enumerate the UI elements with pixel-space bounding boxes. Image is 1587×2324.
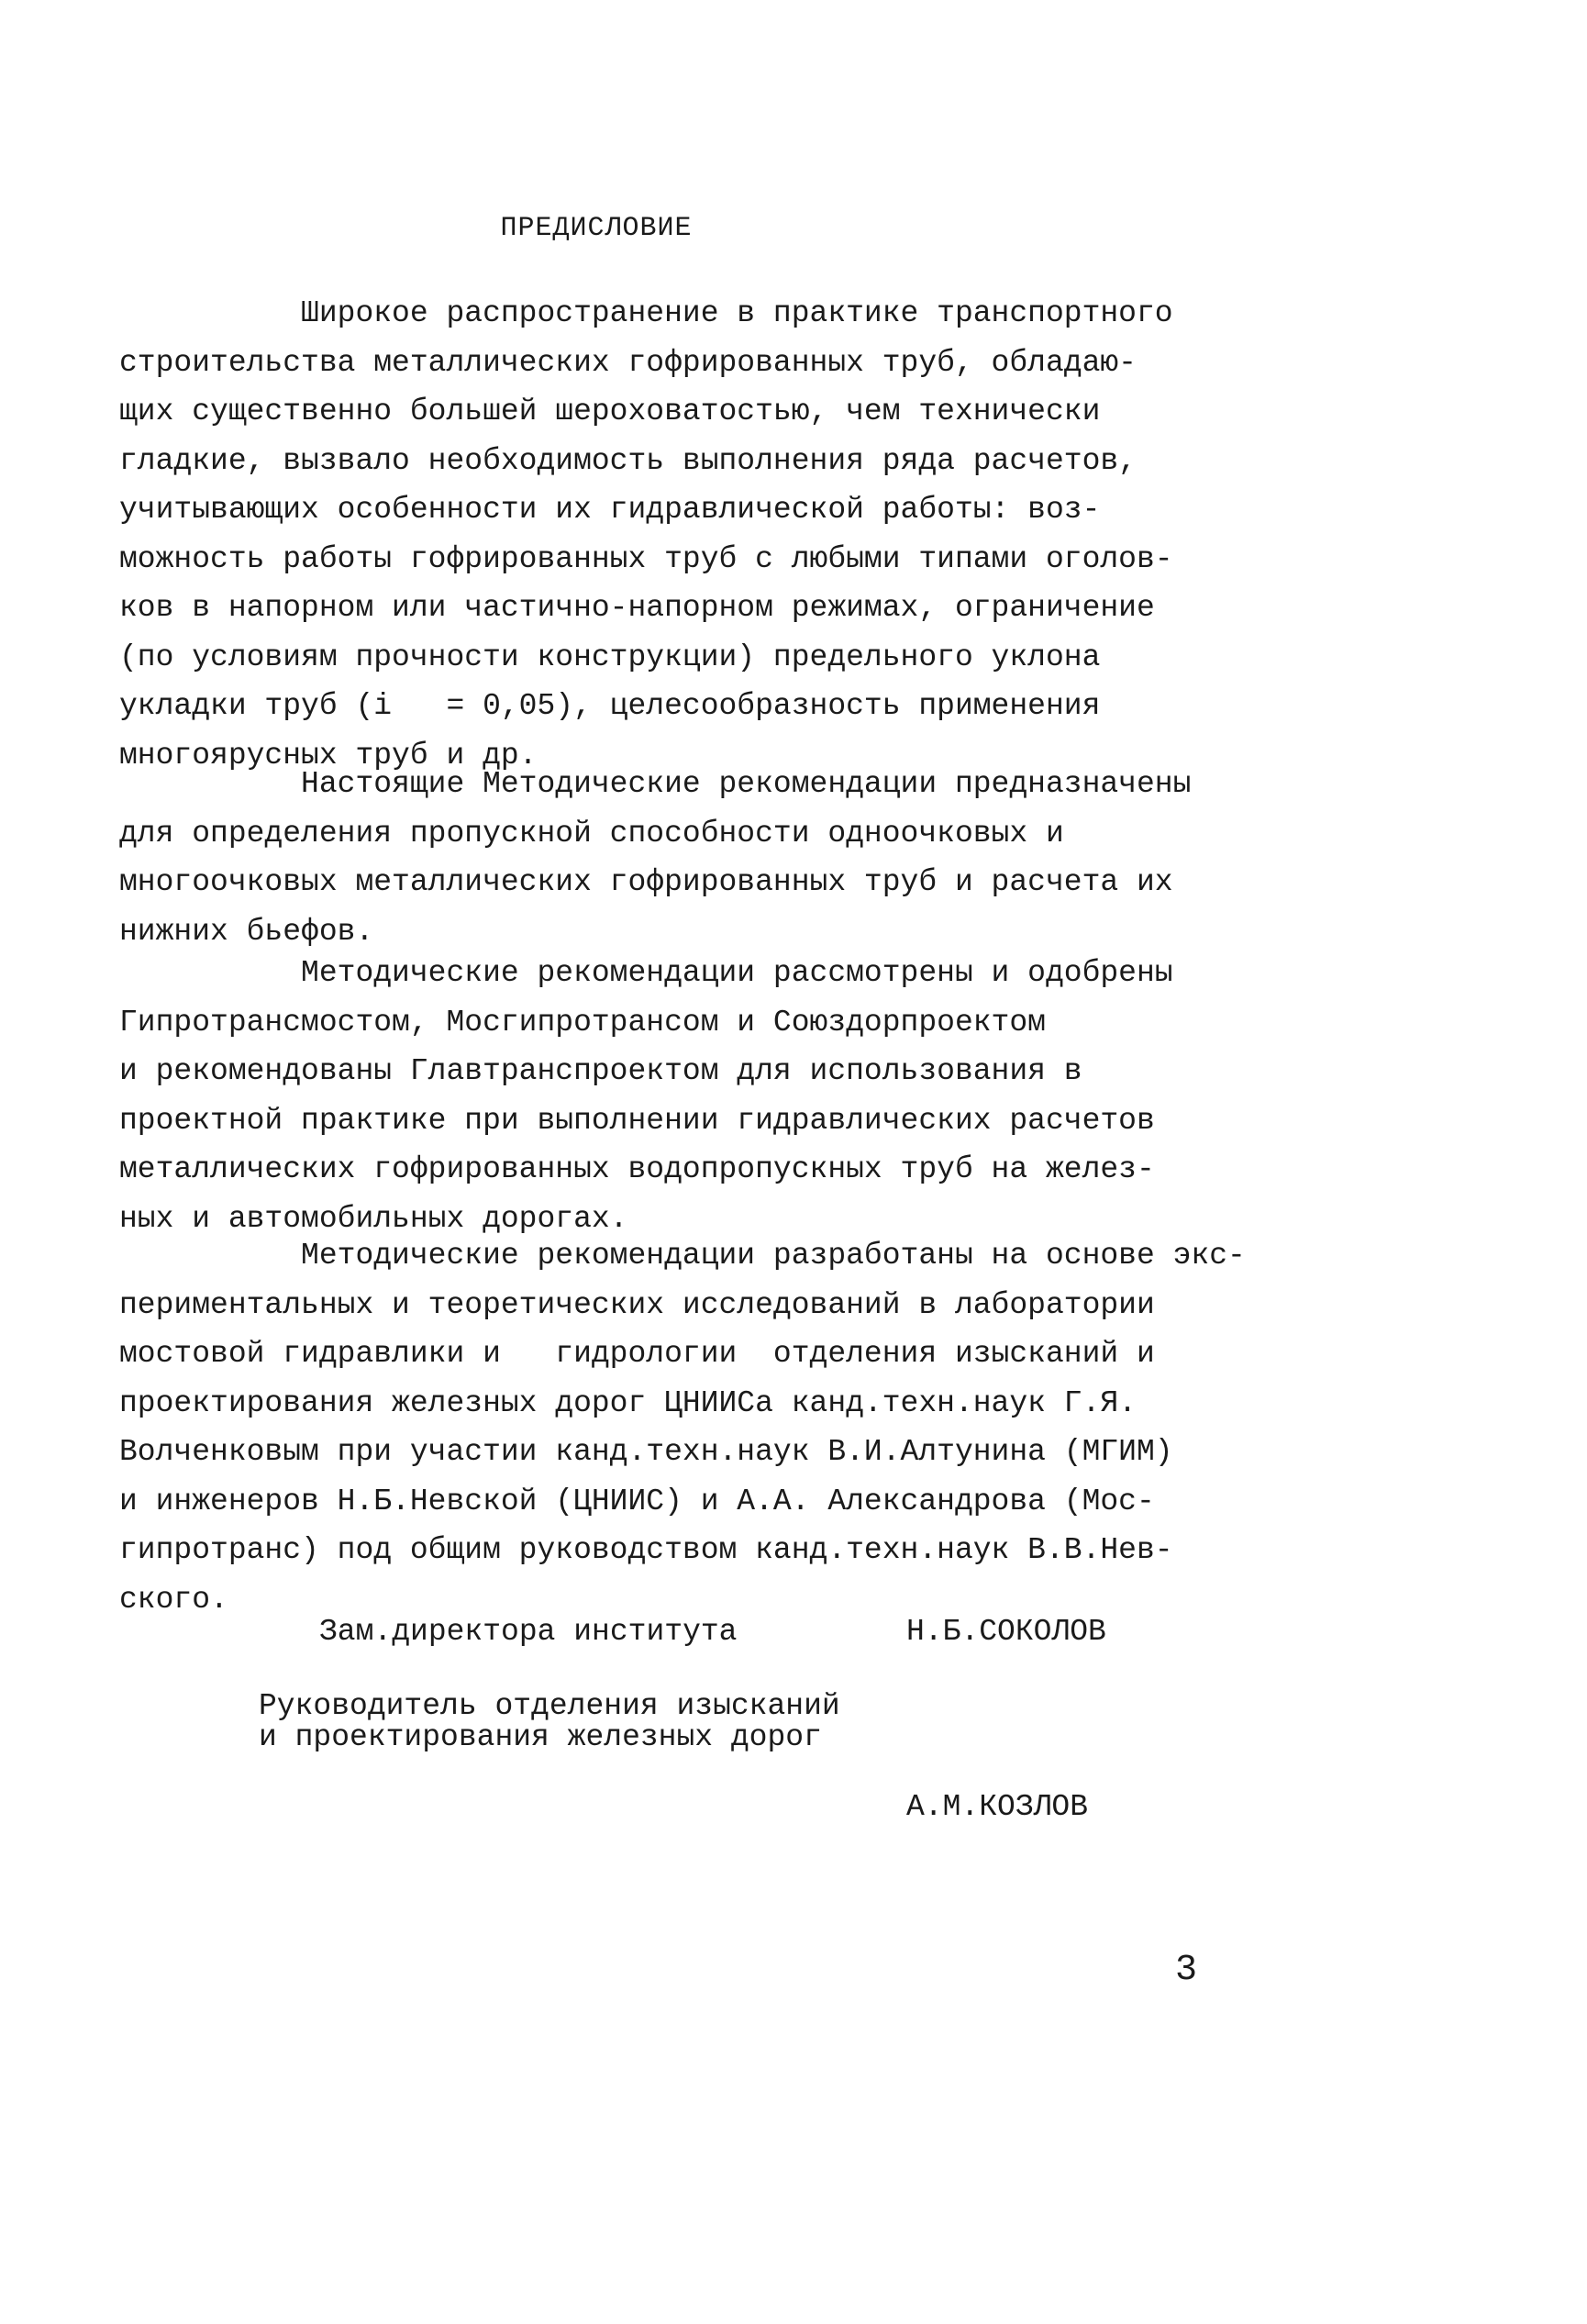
paragraph-1 [119, 289, 1248, 780]
paragraph-3 [119, 949, 1248, 1243]
paragraph-line: укладки труб (i = 0,05), целесообразность применения [119, 689, 1101, 723]
paragraph-line: проектной практике при выполнении гидравлических расчетов [119, 1103, 1155, 1138]
paragraph-2 [119, 760, 1248, 956]
paragraph-line: и рекомендованы Главтранспроектом для использования в [119, 1054, 1082, 1088]
paragraph-line: Волченковым при участии канд.техн.наук В.И.Алтунина (МГИМ) [119, 1435, 1173, 1469]
paragraph-line: нижних бьефов. [119, 914, 374, 949]
paragraph-line: можность работы гофрированных труб с любыми типами оголов- [119, 541, 1173, 576]
paragraph-line: Методические рекомендации разработаны на основе экс- [119, 1239, 1246, 1273]
page-title: ПРЕДИСЛОВИЕ [500, 213, 693, 244]
signature-name: А.М.КОЗЛОВ [906, 1790, 1089, 1824]
signature-role: и проектирования железных дорог [259, 1720, 822, 1754]
paragraph-line: мостовой гидравлики и гидрологии отделения изысканий и [119, 1337, 1155, 1371]
paragraph-line: металлических гофрированных водопропускных труб на желез- [119, 1152, 1155, 1186]
paragraph-line: строительства металлических гофрированных труб, обладаю- [119, 345, 1137, 380]
page-number: 3 [1175, 1950, 1198, 1991]
signature-role: Зам.директора института [319, 1615, 738, 1649]
paragraph-line: ных и автомобильных дорогах. [119, 1201, 628, 1236]
paragraph-line: (по условиям прочности конструкции) предельного уклона [119, 639, 1101, 674]
paragraph-line: многоярусных труб и др. [119, 738, 538, 773]
paragraph-line: гладкие, вызвало необходимость выполнения ряда расчетов, [119, 443, 1137, 478]
paragraph-line: Широкое распространение в практике транспортного [119, 296, 1173, 330]
paragraph-line: Гипротрансмостом, Мосгипротрансом и Союздорпроектом [119, 1005, 1046, 1040]
paragraph-line: для определения пропускной способности одноочковых и [119, 816, 1064, 851]
signature-role: Руководитель отделения изысканий [259, 1689, 840, 1723]
paragraph-line: и инженеров Н.Б.Невской (ЦНИИС) и А.А. Александрова (Мос- [119, 1484, 1155, 1518]
paragraph-line: щих существенно большей шероховатостью, чем технически [119, 395, 1101, 428]
paragraph-line: ков в напорном или частично-напорном режимах, ограничение [119, 591, 1155, 625]
paragraph-line: ского. [119, 1582, 228, 1617]
paragraph-line: Методические рекомендации рассмотрены и одобрены [119, 956, 1173, 990]
paragraph-line: гипротранс) под общим руководством канд.техн.наук В.В.Нев- [119, 1533, 1173, 1567]
signature-name: Н.Б.СОКОЛОВ [906, 1615, 1106, 1649]
paragraph-line: многоочковых металлических гофрированных труб и расчета их [119, 865, 1173, 899]
paragraph-line: проектирования железных дорог ЦНИИСа канд.техн.наук Г.Я. [119, 1385, 1137, 1420]
paragraph-line: Настоящие Методические рекомендации предназначены [119, 767, 1192, 801]
paragraph-line: учитывающих особенности их гидравлической работы: воз- [119, 493, 1101, 527]
paragraph-line: периментальных и теоретических исследований в лаборатории [119, 1287, 1155, 1322]
paragraph-4 [119, 1231, 1248, 1624]
